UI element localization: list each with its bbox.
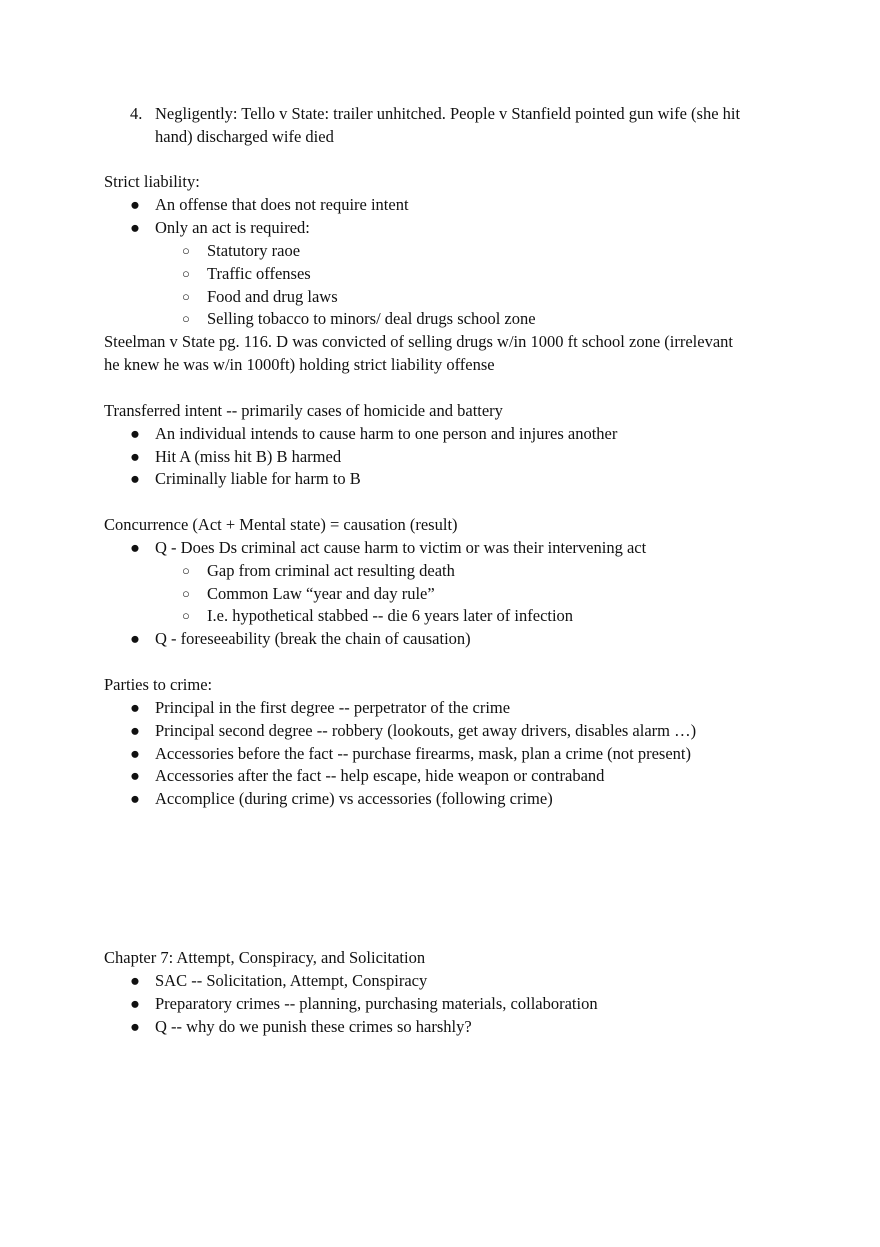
sub-bullet-icon: ○ — [182, 563, 190, 578]
sub-list-item: I.e. hypothetical stabbed -- die 6 years later of infection — [207, 606, 574, 625]
section-heading-concurrence: Concurrence (Act + Mental state) = causation (result) — [104, 515, 458, 534]
sub-bullet-icon: ○ — [182, 608, 190, 623]
list-item: Accessories before the fact -- purchase firearms, mask, plan a crime (not present) — [155, 744, 692, 763]
bullet-icon: ● — [130, 698, 140, 717]
list-item: Accomplice (during crime) vs accessories (following crime) — [155, 789, 553, 808]
bullet-icon: ● — [130, 469, 140, 488]
list-item: Only an act is required: — [155, 218, 310, 237]
bullet-icon: ● — [130, 721, 140, 740]
case-note-line: he knew he was w/in 1000ft) holding strict liability offense — [104, 355, 495, 374]
sub-list-item: Gap from criminal act resulting death — [207, 561, 455, 580]
bullet-icon: ● — [130, 1017, 140, 1036]
list-item: An offense that does not require intent — [155, 195, 409, 214]
sub-list-item: Common Law “year and day rule” — [207, 584, 435, 603]
sub-list-item: Selling tobacco to minors/ deal drugs school zone — [207, 309, 536, 328]
section-heading-chapter-7: Chapter 7: Attempt, Conspiracy, and Solicitation — [104, 948, 426, 967]
sub-bullet-icon: ○ — [182, 311, 190, 326]
section-heading-parties: Parties to crime: — [104, 675, 213, 694]
list-item: Criminally liable for harm to B — [155, 469, 361, 488]
bullet-icon: ● — [130, 744, 140, 763]
bullet-icon: ● — [130, 994, 140, 1013]
list-item: Principal in the first degree -- perpetrator of the crime — [155, 698, 511, 717]
bullet-icon: ● — [130, 789, 140, 808]
list-item: Accessories after the fact -- help escape, hide weapon or contraband — [155, 766, 605, 785]
bullet-icon: ● — [130, 195, 140, 214]
bullet-icon: ● — [130, 447, 140, 466]
sub-list-item: Food and drug laws — [207, 287, 338, 306]
sub-list-item: Statutory raoe — [207, 241, 301, 260]
list-item: An individual intends to cause harm to one person and injures another — [155, 424, 618, 443]
item-text: Negligently: Tello v State: trailer unhitched. People v Stanfield pointed gun wife (she hit hand) discharged wife died — [155, 104, 741, 146]
bullet-icon: ● — [130, 629, 140, 648]
list-item: Q -- why do we punish these crimes so harshly? — [155, 1017, 472, 1036]
sub-list-item: Traffic offenses — [207, 264, 311, 283]
bullet-icon: ● — [130, 424, 140, 443]
list-item: SAC -- Solicitation, Attempt, Conspiracy — [155, 971, 428, 990]
list-item: Q - Does Ds criminal act cause harm to victim or was their intervening act — [155, 538, 647, 557]
list-item: Principal second degree -- robbery (lookouts, get away drivers, disables alarm …) — [155, 721, 697, 740]
list-item: Hit A (miss hit B) B harmed — [155, 447, 342, 466]
sub-bullet-icon: ○ — [182, 243, 190, 258]
sub-bullet-icon: ○ — [182, 266, 190, 281]
section-heading-strict-liability: Strict liability: — [104, 172, 200, 191]
case-note-line: Steelman v State pg. 116. D was convicted of selling drugs w/in 1000 ft school zone (irrelevant — [104, 332, 733, 351]
bullet-icon: ● — [130, 971, 140, 990]
list-item: Preparatory crimes -- planning, purchasing materials, collaboration — [155, 994, 598, 1013]
bullet-icon: ● — [130, 766, 140, 785]
sub-bullet-icon: ○ — [182, 586, 190, 601]
sub-bullet-icon: ○ — [182, 289, 190, 304]
section-heading-transferred-intent: Transferred intent -- primarily cases of homicide and battery — [104, 401, 503, 420]
list-item: Q - foreseeability (break the chain of causation) — [155, 629, 471, 648]
bullet-icon: ● — [130, 538, 140, 557]
item-number: 4. — [130, 104, 143, 123]
bullet-icon: ● — [130, 218, 140, 237]
